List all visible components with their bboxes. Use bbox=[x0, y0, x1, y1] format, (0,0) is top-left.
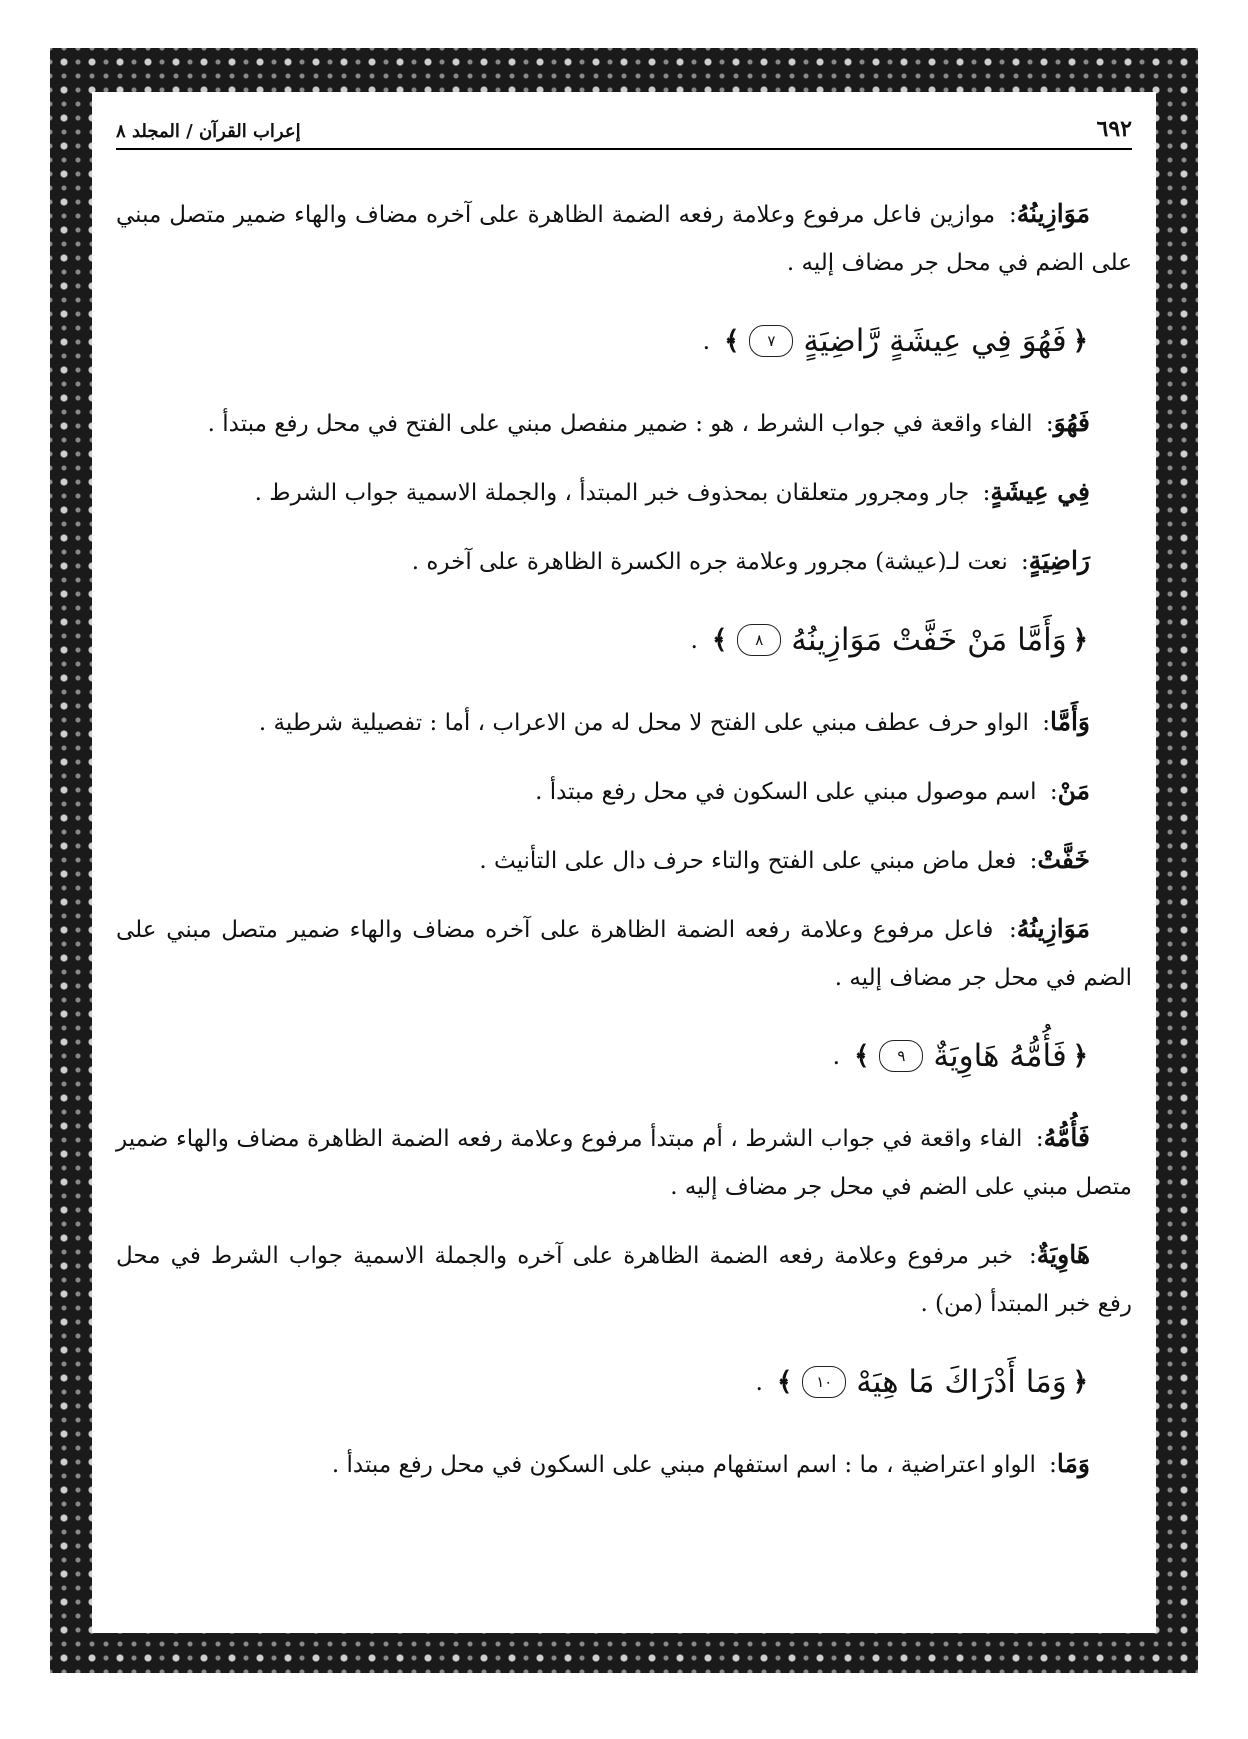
quran-verse bbox=[116, 616, 1132, 664]
grammar-entry: رَاضِيَةٍ: نعت لـ(عيشة) مجرور وعلامة جره الكسرة الظاهرة على آخره . bbox=[411, 546, 1090, 575]
grammar-entry: مَوَازِينُهُ: فاعل مرفوع وعلامة رفعه الضمة الظاهرة على آخره مضاف والهاء ضمير متصل مبني على الضم في محل جر مضاف إليه . bbox=[116, 914, 1132, 991]
page-number: ٦٩٢ bbox=[1096, 116, 1132, 142]
entry-text: نعت لـ(عيشة) مجرور وعلامة جره الكسرة الظاهرة على آخره . bbox=[411, 549, 1008, 575]
entry-term: مَنْ bbox=[1057, 776, 1090, 805]
grammar-entry: وَأَمَّا: الواو حرف عطف مبني على الفتح لا محل له من الاعراب ، أما : تفصيلية شرطية . bbox=[258, 707, 1090, 736]
verse-text: وَمَا أَدْرَاكَ مَا هِيَهْ bbox=[856, 1364, 1067, 1400]
page-content bbox=[116, 190, 1132, 1509]
verse-number: ٧ bbox=[749, 325, 793, 357]
entry-text: اسم موصول مبني على السكون في محل رفع مبتدأ . bbox=[535, 779, 1037, 805]
running-title: إعراب القرآن / المجلد ٨ bbox=[116, 121, 301, 142]
verse-text: وَأَمَّا مَنْ خَفَّتْ مَوَازِينُهُ bbox=[791, 622, 1067, 658]
verse-close-bracket: ﴾ bbox=[854, 1041, 870, 1071]
quran-verse bbox=[116, 317, 1132, 365]
verse-close-bracket: ﴾ bbox=[777, 1367, 793, 1397]
entry-text: الواو حرف عطف مبني على الفتح لا محل له من الاعراب ، أما : تفصيلية شرطية . bbox=[258, 710, 1029, 736]
verse-close-bracket: ﴾ bbox=[712, 625, 728, 655]
quran-verse bbox=[116, 1032, 1132, 1080]
entry-text: الفاء واقعة في جواب الشرط ، هو : ضمير منفصل مبني على الفتح في محل رفع مبتدأ . bbox=[207, 411, 1033, 437]
grammar-entry: فَأُمُّهُ: الفاء واقعة في جواب الشرط ، أم مبتدأ مرفوع وعلامة رفعه الضمة الظاهرة مضاف والهاء ضمير متصل مبني على الضم في محل جر مضاف إليه . bbox=[116, 1123, 1132, 1200]
grammar-entry: وَمَا: الواو اعتراضية ، ما : اسم استفهام مبني على السكون في محل رفع مبتدأ . bbox=[331, 1449, 1090, 1478]
entry-term: مَوَازِينُهُ bbox=[1016, 914, 1090, 943]
quran-verse bbox=[116, 1358, 1132, 1406]
entry-term: وَأَمَّا bbox=[1049, 707, 1090, 736]
verse-number: ٨ bbox=[737, 624, 781, 656]
entry-term: خَفَّتْ bbox=[1037, 845, 1090, 874]
verse-end-mark: . bbox=[690, 626, 699, 654]
verse-close-bracket: ﴾ bbox=[724, 326, 740, 356]
entry-text: فاعل مرفوع وعلامة رفعه الضمة الظاهرة على آخره مضاف والهاء ضمير متصل مبني على الضم في محل جر مضاف إليه . bbox=[116, 917, 1132, 991]
verse-number: ١٠ bbox=[802, 1366, 846, 1398]
entry-term: وَمَا bbox=[1056, 1449, 1090, 1478]
grammar-entry: مَنْ: اسم موصول مبني على السكون في محل رفع مبتدأ . bbox=[535, 776, 1090, 805]
verse-text: فَهُوَ فِي عِيشَةٍ رَّاضِيَةٍ bbox=[803, 323, 1067, 359]
verse-open-bracket: ﴿ bbox=[1072, 1041, 1088, 1071]
entry-text: جار ومجرور متعلقان بمحذوف خبر المبتدأ ، والجملة الاسمية جواب الشرط . bbox=[254, 480, 970, 506]
verse-end-mark: . bbox=[832, 1042, 841, 1070]
grammar-entry: هَاوِيَةٌ: خبر مرفوع وعلامة رفعه الضمة الظاهرة على آخره والجملة الاسمية جواب الشرط في محل رفع خبر المبتدأ (من) . bbox=[116, 1240, 1132, 1317]
page-header bbox=[116, 116, 1132, 150]
entry-text: الواو اعتراضية ، ما : اسم استفهام مبني على السكون في محل رفع مبتدأ . bbox=[331, 1452, 1036, 1478]
verse-end-mark: . bbox=[755, 1368, 764, 1396]
entry-term: فَأُمُّهُ bbox=[1043, 1123, 1090, 1152]
grammar-entry: خَفَّتْ: فعل ماض مبني على الفتح والتاء حرف دال على التأنيث . bbox=[479, 845, 1090, 874]
verse-text: فَأُمُّهُ هَاوِيَةٌ bbox=[933, 1038, 1067, 1074]
entry-term: مَوَازِينُهُ bbox=[1016, 199, 1090, 228]
grammar-entry: مَوَازِينُهُ: موازين فاعل مرفوع وعلامة رفعه الضمة الظاهرة على آخره مضاف والهاء ضمير متصل مبني على الضم في محل جر مضاف إليه . bbox=[116, 199, 1132, 276]
verse-open-bracket: ﴿ bbox=[1072, 1367, 1088, 1397]
entry-text: الفاء واقعة في جواب الشرط ، أم مبتدأ مرفوع وعلامة رفعه الضمة الظاهرة مضاف والهاء ضمير متصل مبني على الضم في محل جر مضاف إليه . bbox=[116, 1126, 1132, 1200]
verse-open-bracket: ﴿ bbox=[1072, 326, 1088, 356]
verse-end-mark: . bbox=[702, 327, 711, 355]
verse-number: ٩ bbox=[879, 1040, 923, 1072]
entry-term: فَهُوَ bbox=[1053, 408, 1090, 437]
grammar-entry: فَهُوَ: الفاء واقعة في جواب الشرط ، هو : ضمير منفصل مبني على الفتح في محل رفع مبتدأ . bbox=[207, 408, 1090, 437]
entry-term: هَاوِيَةٌ bbox=[1036, 1240, 1091, 1269]
page-body bbox=[92, 92, 1156, 1633]
verse-open-bracket: ﴿ bbox=[1072, 625, 1088, 655]
entry-text: موازين فاعل مرفوع وعلامة رفعه الضمة الظاهرة على آخره مضاف والهاء ضمير متصل مبني على الضم في محل جر مضاف إليه . bbox=[116, 202, 1132, 276]
entry-text: خبر مرفوع وعلامة رفعه الضمة الظاهرة على آخره والجملة الاسمية جواب الشرط في محل رفع خبر المبتدأ (من) . bbox=[116, 1243, 1132, 1317]
entry-text: فعل ماض مبني على الفتح والتاء حرف دال على التأنيث . bbox=[479, 848, 1017, 874]
entry-term: رَاضِيَةٍ bbox=[1028, 546, 1090, 575]
grammar-entry: فِي عِيشَةٍ: جار ومجرور متعلقان بمحذوف خبر المبتدأ ، والجملة الاسمية جواب الشرط . bbox=[254, 477, 1090, 506]
entry-term: فِي عِيشَةٍ bbox=[990, 477, 1090, 506]
